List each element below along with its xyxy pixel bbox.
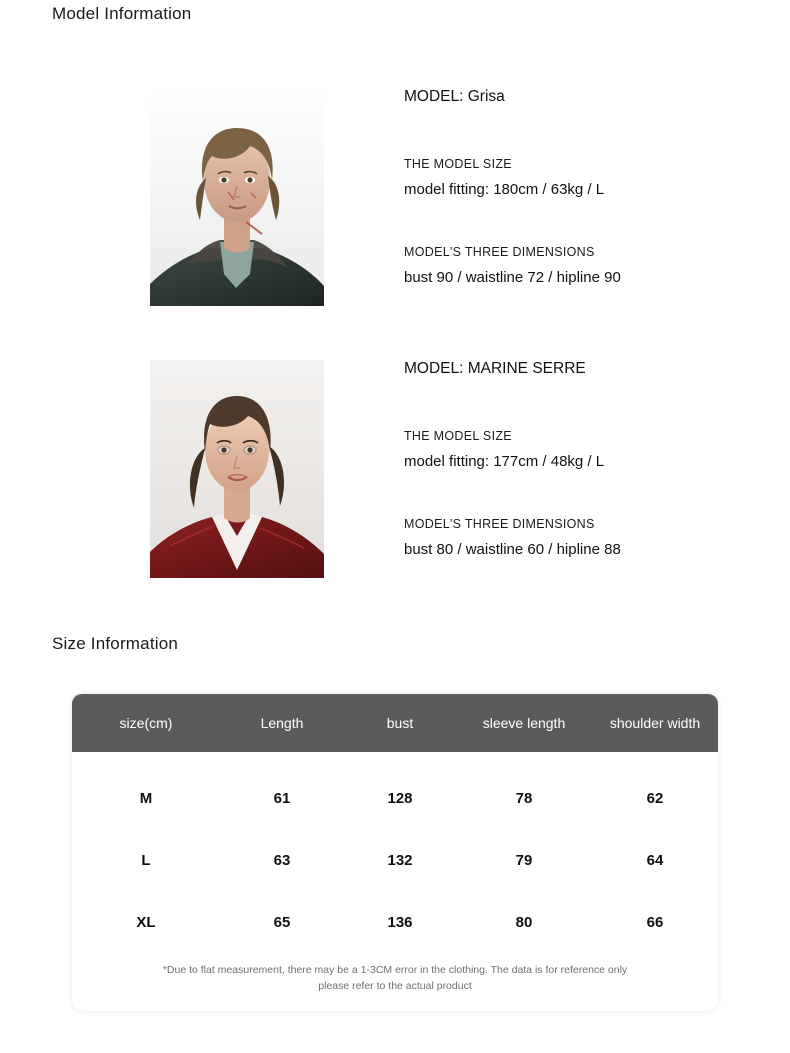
model-photo-marine-serre xyxy=(150,360,324,578)
model-name: MODEL: MARINE SERRE xyxy=(404,360,586,377)
model-photo-grisa xyxy=(150,88,324,306)
table-cell: 79 xyxy=(515,851,533,869)
table-header-cell: bust xyxy=(344,694,456,752)
table-cell: XL xyxy=(136,913,156,931)
model-dimensions-label: MODEL'S THREE DIMENSIONS xyxy=(404,517,595,532)
table-cell: 132 xyxy=(387,851,413,869)
table-cell: 65 xyxy=(273,913,291,931)
model-name: MODEL: Grisa xyxy=(404,88,505,105)
table-header-cell: Length xyxy=(220,694,344,752)
table-cell: M xyxy=(139,789,153,807)
table-header-row xyxy=(72,694,718,752)
table-cell: 136 xyxy=(387,913,413,931)
page-title-model-information: Model Information xyxy=(52,4,192,23)
table-cell: L xyxy=(141,851,151,869)
table-cell: 62 xyxy=(646,789,664,807)
model-dimensions-label: MODEL'S THREE DIMENSIONS xyxy=(404,245,595,260)
model-fitting-value: model fitting: 177cm / 48kg / L xyxy=(404,452,605,470)
table-header-cell: shoulder width xyxy=(592,694,718,752)
table-cell: 64 xyxy=(646,851,664,869)
table-row xyxy=(72,891,718,953)
page-title-size-information: Size Information xyxy=(52,634,179,653)
note-line-1: *Due to flat measurement, there may be a 1-3CM error in the clothing. The data is for reference only xyxy=(162,964,628,976)
model-fitting-value: model fitting: 180cm / 63kg / L xyxy=(404,180,605,198)
table-row xyxy=(72,829,718,891)
size-table-body xyxy=(72,752,718,953)
table-cell: 80 xyxy=(515,913,533,931)
table-cell: 61 xyxy=(273,789,291,807)
table-cell: 128 xyxy=(387,789,413,807)
table-row xyxy=(72,752,718,829)
model-dimensions-value: bust 90 / waistline 72 / hipline 90 xyxy=(404,269,621,287)
model-text-block xyxy=(404,88,764,288)
note-line-2: please refer to the actual product xyxy=(318,979,472,992)
size-table-header xyxy=(72,694,718,752)
table-cell: 63 xyxy=(273,851,291,869)
model-text-block xyxy=(404,360,764,560)
table-cell: 78 xyxy=(515,789,533,807)
table-cell: 66 xyxy=(646,913,664,931)
model-dimensions-value: bust 80 / waistline 60 / hipline 88 xyxy=(404,541,621,559)
size-table-note xyxy=(72,953,718,1011)
table-header-cell: size(cm) xyxy=(72,694,220,752)
model-size-label: THE MODEL SIZE xyxy=(404,428,512,443)
table-header-cell: sleeve length xyxy=(456,694,592,752)
size-table xyxy=(72,694,718,953)
model-size-label: THE MODEL SIZE xyxy=(404,156,512,171)
size-table-container xyxy=(72,694,718,1011)
